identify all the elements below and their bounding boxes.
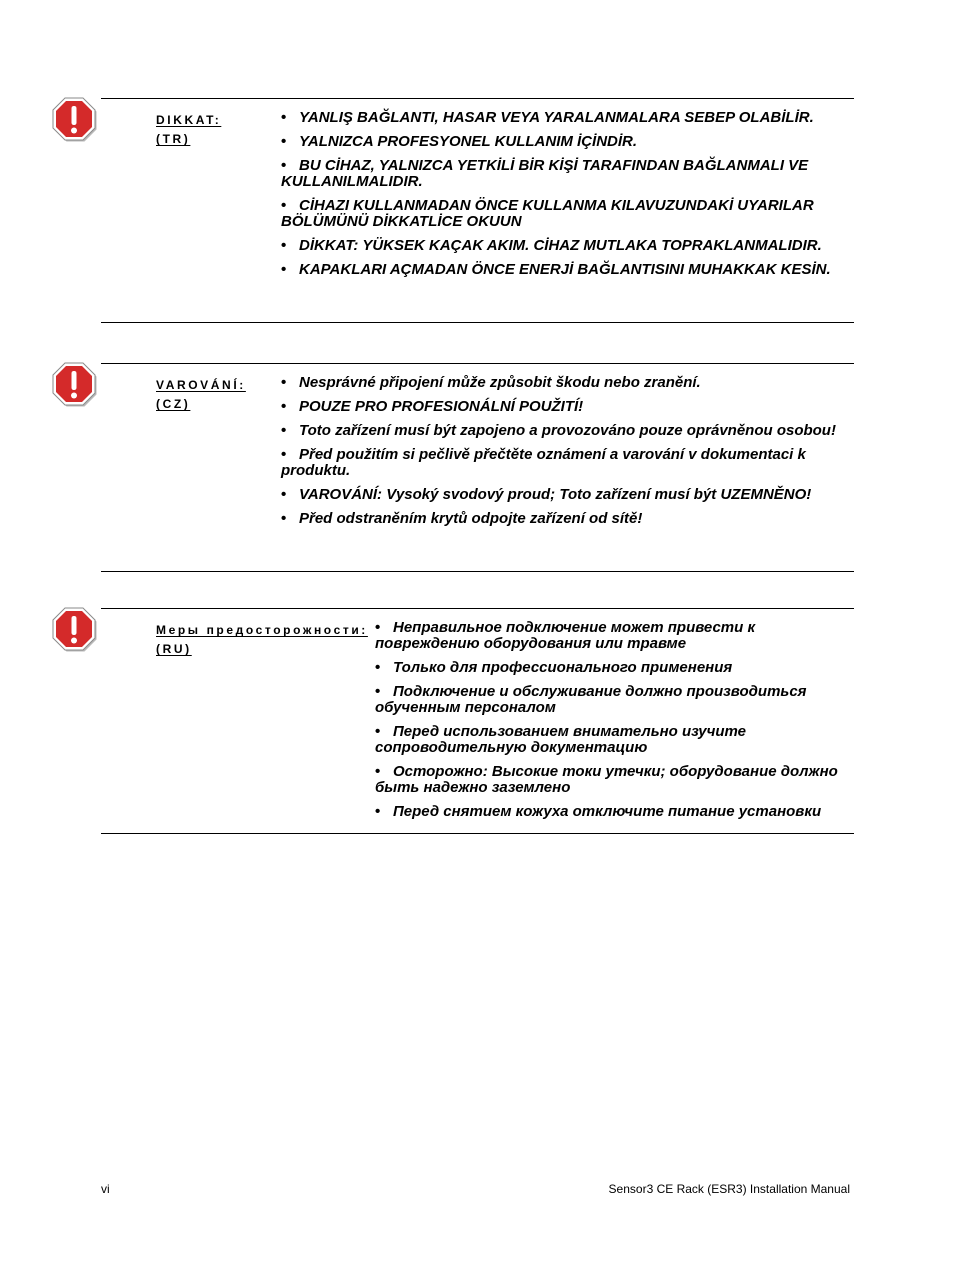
warning-label-title: VAROVÁNÍ:: [156, 378, 246, 392]
warning-item: • Подключение и обслуживание должно производиться обученным персоналом: [375, 683, 807, 716]
warning-label-title: DIKKAT:: [156, 113, 222, 127]
warning-item: • Перед использованием внимательно изучите сопроводительную документацию: [375, 723, 746, 756]
warning-item: • KAPAKLARI AÇMADAN ÖNCE ENERJİ BAĞLANTISINI MUHAKKAK KESİN.: [281, 261, 831, 278]
warning-octagon-icon: [50, 360, 98, 408]
warning-label-lang: (CZ): [156, 397, 191, 411]
warning-item: • YANLIŞ BAĞLANTI, HASAR VEYA YARALANMALARA SEBEP OLABİLİR.: [281, 109, 814, 126]
page-number: vi: [101, 1182, 110, 1196]
warning-item: • Перед снятием кожуха отключите питание установки: [375, 803, 822, 820]
warning-item: • Nesprávné připojení může způsobit škodu nebo zranění.: [281, 374, 701, 391]
warning-item: • Před odstraněním krytů odpojte zařízení od sítě!: [281, 510, 643, 527]
warning-item: • Осторожно: Высокие токи утечки; оборудование должно быть надежно заземлено: [375, 763, 838, 796]
warning-label: [156, 621, 368, 659]
warning-item: • DİKKAT: YÜKSEK KAÇAK AKIM. CİHAZ MUTLAKA TOPRAKLANMALIDIR.: [281, 237, 822, 254]
warning-item: • Toto zařízení musí být zapojeno a provozováno pouze oprávněnou osobou!: [281, 422, 836, 439]
warning-block-tr: [101, 98, 854, 323]
warning-item: • Неправильное подключение может привести к повреждению оборудования или травме: [375, 619, 756, 652]
warning-label: [156, 111, 221, 149]
warning-block-ru: [101, 608, 854, 834]
warning-octagon-icon: [50, 605, 98, 653]
warning-item: • Только для профессионального применения: [375, 659, 733, 676]
warning-label-title: Меры предосторожности:: [156, 623, 368, 637]
warning-label-lang: (RU): [156, 642, 192, 656]
warning-item: • CİHAZI KULLANMADAN ÖNCE KULLANMA KILAVUZUNDAKİ UYARILAR BÖLÜMÜNÜ DİKKATLİCE OKUUN: [281, 197, 814, 230]
footer-title: Sensor3 CE Rack (ESR3) Installation Manual: [608, 1182, 850, 1196]
warning-item: • VAROVÁNÍ: Vysoký svodový proud; Toto zařízení musí být UZEMNĚNO!: [281, 486, 812, 503]
warning-octagon-icon: [50, 95, 98, 143]
warning-item: • YALNIZCA PROFESYONEL KULLANIM İÇİNDİR.: [281, 133, 638, 150]
warning-label-lang: (TR): [156, 132, 191, 146]
warning-item: • Před použitím si pečlivě přečtěte oznámení a varování v dokumentaci k produktu.: [281, 446, 806, 479]
warning-item: • POUZE PRO PROFESIONÁLNÍ POUŽITÍ!: [281, 398, 584, 415]
warning-label: [156, 376, 246, 414]
warning-list: [281, 375, 856, 535]
warning-list: [375, 620, 855, 828]
warning-block-cz: [101, 363, 854, 572]
warning-item: • BU CİHAZ, YALNIZCA YETKİLİ BİR KİŞİ TARAFINDAN BAĞLANMALI VE KULLANILMALIDIR.: [281, 157, 809, 190]
warning-list: [281, 110, 856, 286]
